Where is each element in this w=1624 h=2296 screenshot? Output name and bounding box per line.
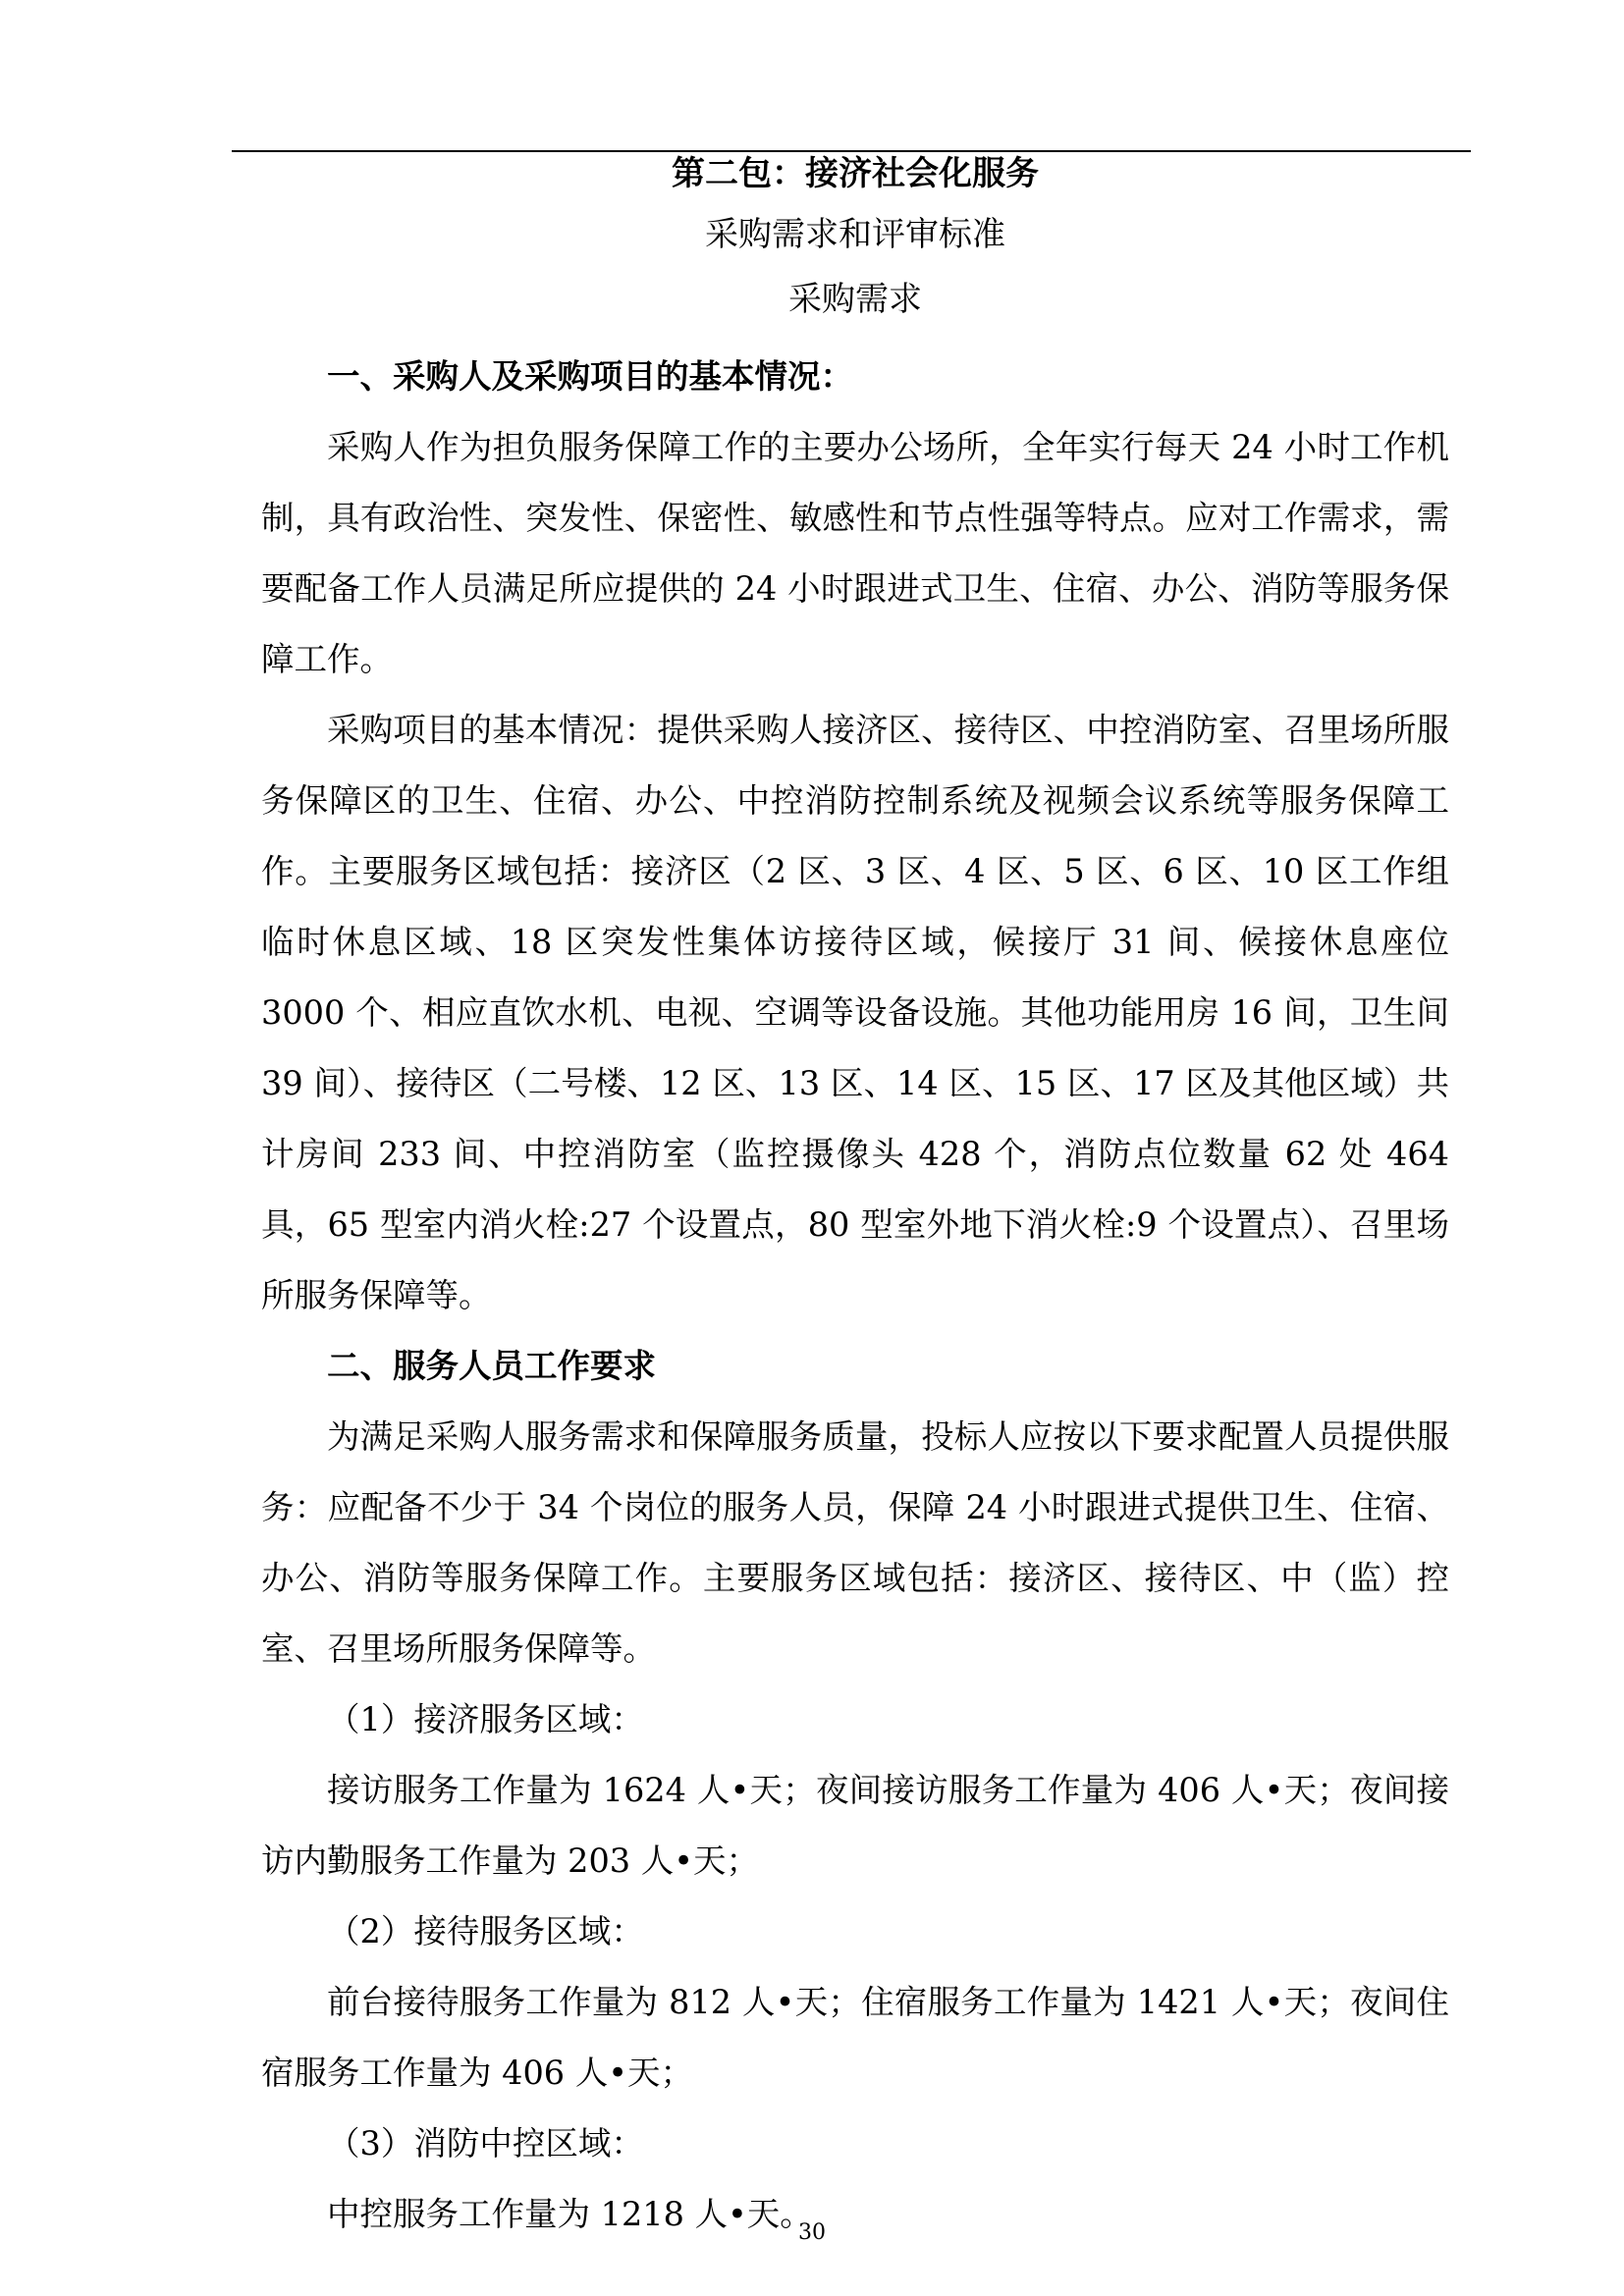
- section2-heading: 二、服务人员工作要求: [327, 1347, 656, 1385]
- section2-paragraph-1: 为满足采购人服务需求和保障服务质量，投标人应按以下要求配置人员提供服务：应配备不少于 34 个岗位的服务人员，保障 24 小时跟进式提供卫生、住宿、办公、消防等服务保障工作。主要服务区域包括：接济区、接待区、中（监）控室、召里场所服务保障等。: [261, 1417, 1449, 1668]
- document-title: 第二包：接济社会化服务: [672, 154, 1039, 193]
- item1-text: 接访服务工作量为 1624 人•天；夜间接访服务工作量为 406 人•天；夜间接访内勤服务工作量为 203 人•天；: [261, 1771, 1449, 1880]
- section1-paragraph-2: 采购项目的基本情况：提供采购人接济区、接待区、中控消防室、召里场所服务保障区的卫生、住宿、办公、中控消防控制系统及视频会议系统等服务保障工作。主要服务区域包括：接济区（2 区、3 区、4 区、5 区、6 区、10 区工作组临时休息区域、18 区突发性集体访接待区域，候接厅 31 间、候接休息座位 3000 个、相应直饮水机、电视、空调等设备设施。其他功能用房 16 间，卫生间 39 间）、接待区（二号楼、12 区、13 区、14 区、15 区、17 区及其他区域）共计房间 233 间、中控消防室（监控摄像头 428 个，消防点位数量 62 处 464 具，65 型室内消火栓:27 个设置点，80 型室外地下消火栓:9 个设置点）、召里场所服务保障等。: [261, 711, 1449, 1314]
- item1-label: （1）接济服务区域：: [327, 1700, 644, 1738]
- item2-text: 前台接待服务工作量为 812 人•天；住宿服务工作量为 1421 人•天；夜间住宿服务工作量为 406 人•天；: [261, 1983, 1449, 2092]
- section-subtitle: 采购需求: [788, 280, 922, 319]
- section1-heading: 一、采购人及采购项目的基本情况：: [327, 357, 853, 396]
- item2-label: （2）接待服务区域：: [327, 1912, 644, 1950]
- page-number: 30: [798, 2220, 826, 2245]
- document-subtitle: 采购需求和评审标准: [705, 215, 1005, 254]
- item3-label: （3）消防中控区域：: [327, 2124, 644, 2163]
- section1-paragraph-1: 采购人作为担负服务保障工作的主要办公场所，全年实行每天 24 小时工作机制，具有政治性、突发性、保密性、敏感性和节点性强等特点。应对工作需求，需要配备工作人员满足所应提供的 24 小时跟进式卫生、住宿、办公、消防等服务保障工作。: [261, 428, 1449, 678]
- item3-text: 中控服务工作量为 1218 人•天。: [327, 2195, 813, 2233]
- document-body: [261, 147, 1449, 2250]
